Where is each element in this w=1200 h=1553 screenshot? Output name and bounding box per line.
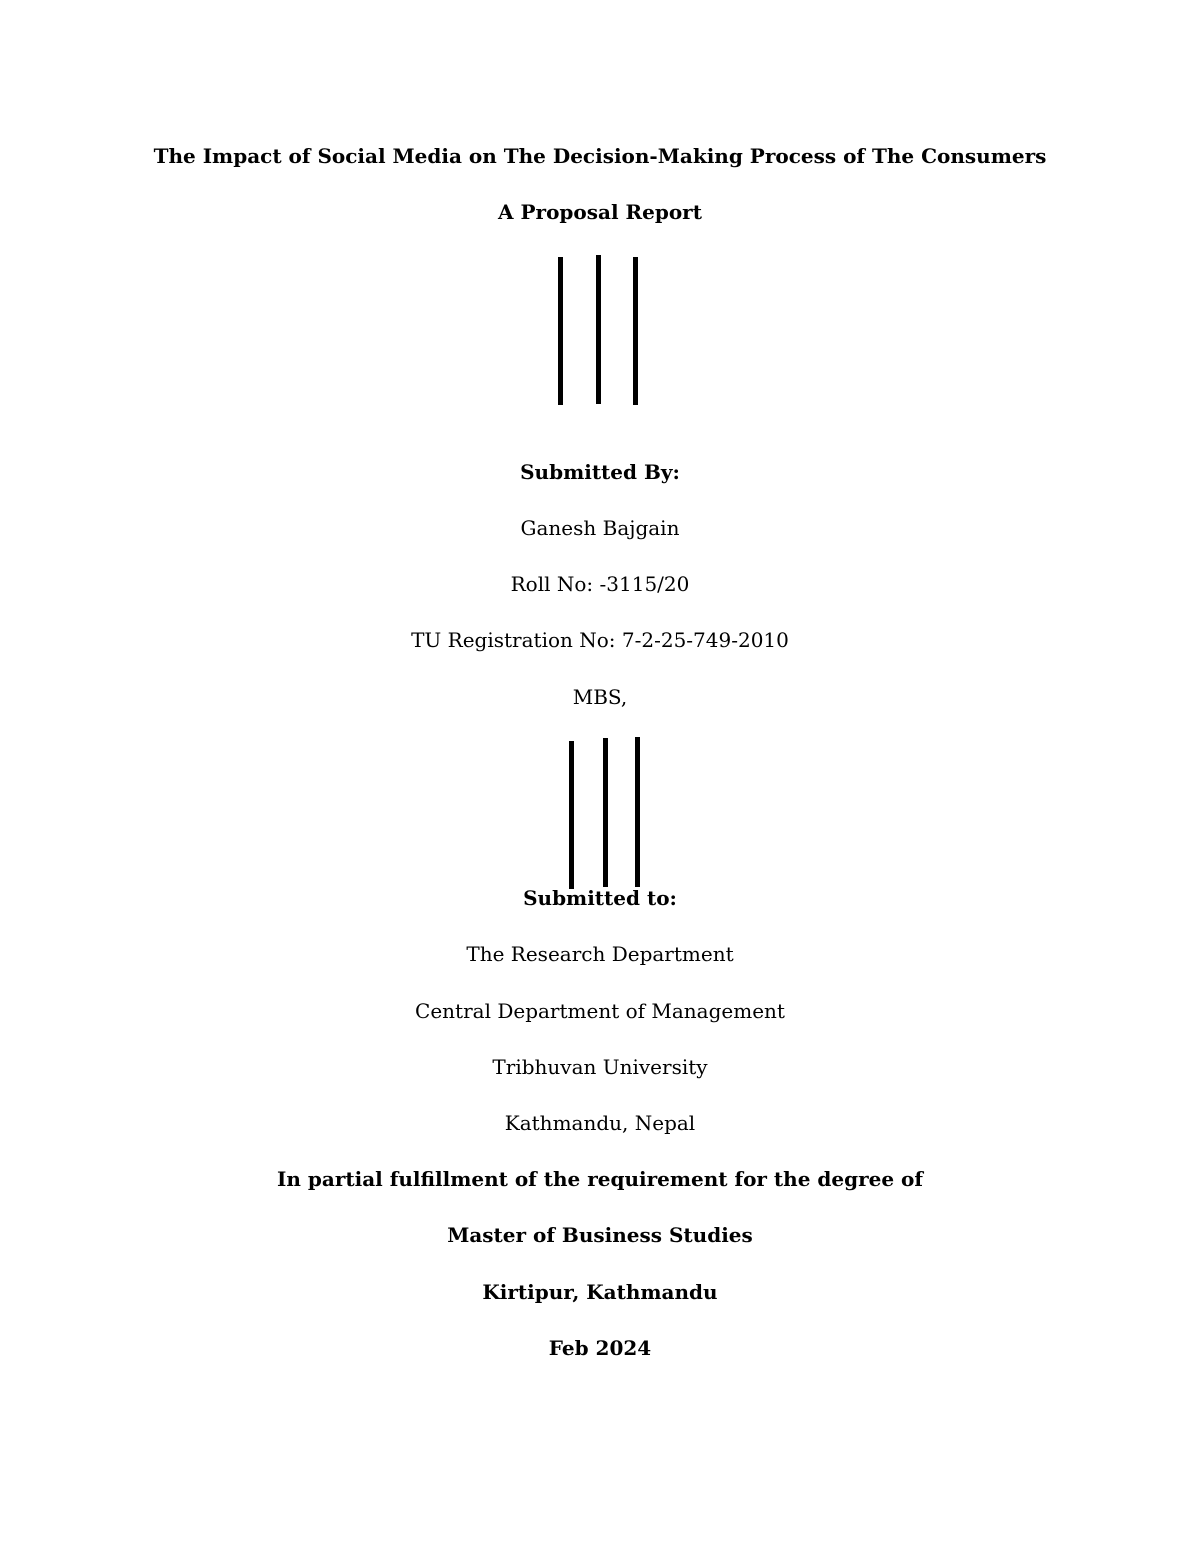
program: MBS, — [572, 685, 628, 709]
college: Central Department of Management — [415, 999, 785, 1023]
report-subtitle: A Proposal Report — [498, 200, 702, 224]
divider-bar — [603, 738, 608, 887]
divider-bar — [596, 255, 601, 404]
place: Kirtipur, Kathmandu — [482, 1280, 718, 1304]
divider-bar — [633, 257, 638, 405]
university: Tribhuvan University — [492, 1055, 708, 1079]
submission-date: Feb 2024 — [548, 1336, 652, 1360]
registration-number: TU Registration No: 7-2-25-749-2010 — [411, 628, 789, 652]
divider-bar — [569, 741, 574, 889]
student-name: Ganesh Bajgain — [520, 516, 680, 540]
location: Kathmandu, Nepal — [504, 1111, 696, 1135]
submitted-to-heading: Submitted to: — [523, 886, 677, 910]
roll-number: Roll No: -3115/20 — [510, 572, 690, 596]
report-title: The Impact of Social Media on The Decision-Making Process of The Consumers — [153, 144, 1047, 168]
divider-bar — [558, 257, 563, 405]
degree-name: Master of Business Studies — [447, 1223, 753, 1247]
department: The Research Department — [466, 942, 734, 966]
submitted-by-heading: Submitted By: — [520, 460, 680, 484]
divider-bar — [635, 737, 640, 887]
fulfillment-statement: In partial fulfillment of the requirement for the degree of — [277, 1167, 923, 1191]
